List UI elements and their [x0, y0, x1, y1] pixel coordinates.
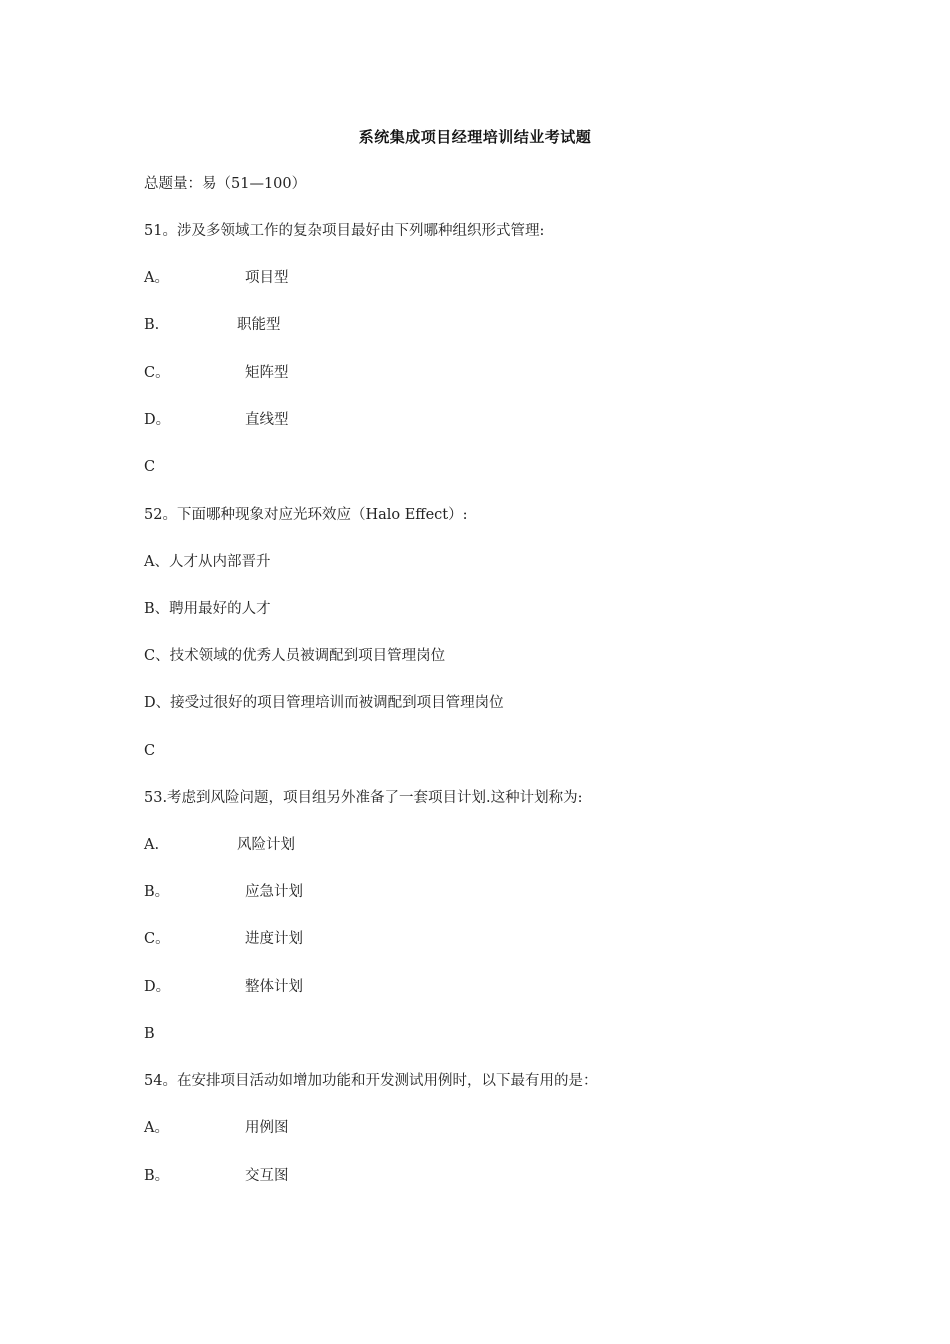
question-53-option-b [144, 882, 303, 902]
question-54-option-a [144, 1118, 289, 1138]
option-text: 交互图 [245, 1168, 289, 1184]
question-54-option-b [144, 1166, 289, 1186]
question-53-option-c [144, 929, 303, 949]
option-text: 矩阵型 [245, 365, 289, 381]
question-52-option-c: C、技术领域的优秀人员被调配到项目管理岗位 [144, 648, 446, 664]
question-51-answer: C [144, 459, 156, 475]
document-subtitle: 总题量：易（51—100） [144, 176, 307, 192]
option-letter: B. [144, 317, 160, 333]
question-51-option-b [144, 315, 281, 335]
document-title: 系统集成项目经理培训结业考试题 [358, 128, 592, 146]
option-text: 风险计划 [237, 837, 295, 853]
question-53-option-a [144, 835, 295, 855]
question-54-stem: 54。在安排项目活动如增加功能和开发测试用例时，以下最有用的是： [144, 1073, 598, 1089]
question-51-option-c [144, 363, 289, 383]
question-51-option-d [144, 410, 289, 430]
option-text: 整体计划 [245, 979, 303, 995]
option-letter: D。 [144, 412, 171, 428]
option-letter: A。 [144, 1120, 169, 1136]
option-text: 项目型 [245, 270, 289, 286]
question-53-answer: B [144, 1026, 155, 1042]
option-text: 用例图 [245, 1120, 289, 1136]
option-text: 直线型 [245, 412, 289, 428]
option-letter: B。 [144, 1168, 170, 1184]
option-letter: C。 [144, 365, 170, 381]
question-51-option-a [144, 268, 289, 288]
question-52-option-b: B、聘用最好的人才 [144, 601, 271, 617]
question-53-option-d [144, 977, 303, 997]
question-52-option-d: D、接受过很好的项目管理培训而被调配到项目管理岗位 [144, 695, 504, 711]
option-text: 进度计划 [245, 931, 303, 947]
option-text: 职能型 [237, 317, 281, 333]
question-52-option-a: A、人才从内部晋升 [144, 554, 271, 570]
question-52-stem: 52。下面哪种现象对应光环效应（Halo Effect）: [144, 507, 468, 523]
option-letter: C。 [144, 931, 170, 947]
option-letter: D。 [144, 979, 171, 995]
question-51-stem: 51。涉及多领域工作的复杂项目最好由下列哪种组织形式管理: [144, 223, 545, 239]
option-letter: A. [144, 837, 160, 853]
option-letter: A。 [144, 270, 169, 286]
option-text: 应急计划 [245, 884, 303, 900]
question-53-stem: 53.考虑到风险问题，项目组另外准备了一套项目计划.这种计划称为: [144, 790, 583, 806]
question-52-answer: C [144, 743, 156, 759]
option-letter: B。 [144, 884, 170, 900]
